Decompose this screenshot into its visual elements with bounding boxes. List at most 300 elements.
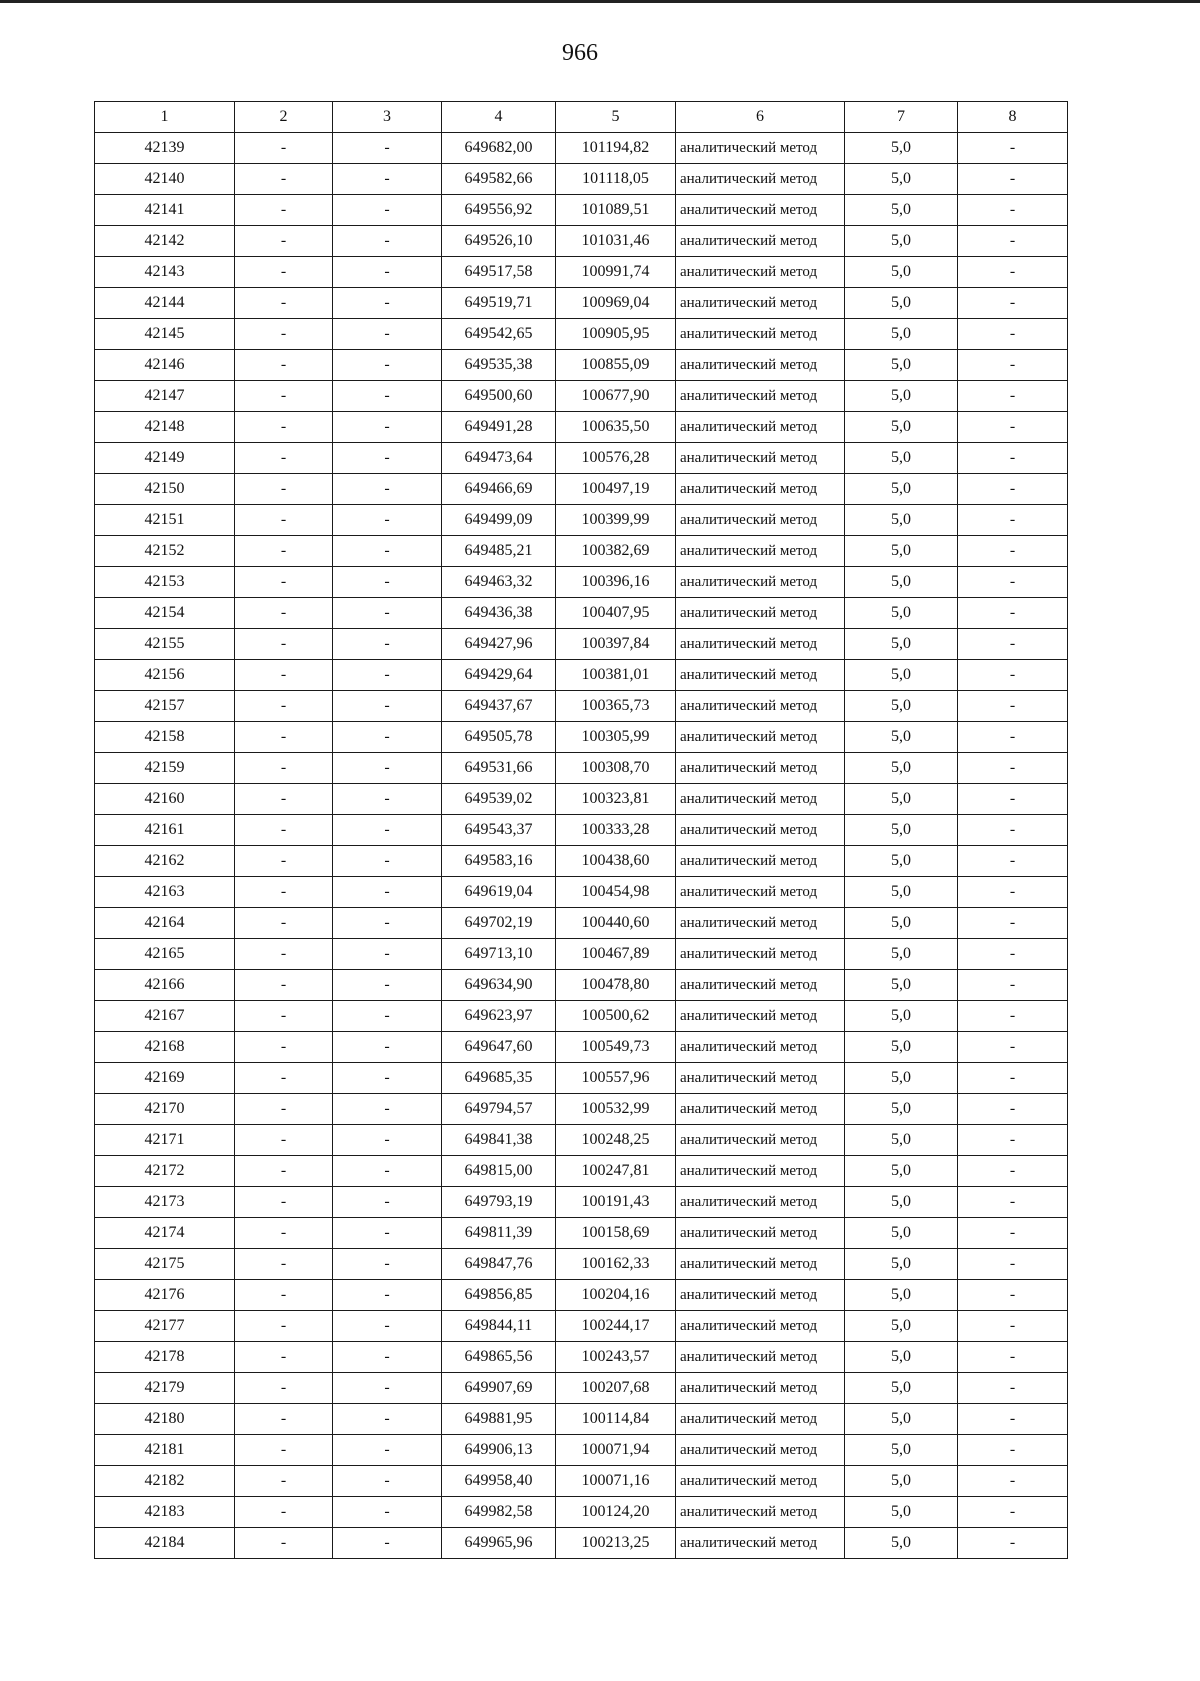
col-3-value-cell: -	[333, 133, 442, 164]
col-2-value-cell: -	[235, 660, 333, 691]
col-3-value-cell: -	[333, 1156, 442, 1187]
table-row	[95, 908, 1068, 939]
table-row	[95, 629, 1068, 660]
accuracy-cell: 5,0	[845, 784, 958, 815]
x-coordinate-cell: 649702,19	[442, 908, 556, 939]
col-8-value-cell: -	[958, 536, 1068, 567]
y-coordinate-cell: 100162,33	[556, 1249, 676, 1280]
accuracy-cell: 5,0	[845, 1280, 958, 1311]
col-3-value-cell: -	[333, 1218, 442, 1249]
accuracy-cell: 5,0	[845, 443, 958, 474]
y-coordinate-cell: 100440,60	[556, 908, 676, 939]
x-coordinate-cell: 649436,38	[442, 598, 556, 629]
col-8-value-cell: -	[958, 908, 1068, 939]
table-row	[95, 846, 1068, 877]
col-8-value-cell: -	[958, 1311, 1068, 1342]
x-coordinate-cell: 649531,66	[442, 753, 556, 784]
x-coordinate-cell: 649500,60	[442, 381, 556, 412]
table-row	[95, 1528, 1068, 1559]
method-cell: аналитический метод	[676, 412, 845, 443]
accuracy-cell: 5,0	[845, 660, 958, 691]
point-number-cell: 42168	[95, 1032, 235, 1063]
point-number-cell: 42163	[95, 877, 235, 908]
method-cell: аналитический метод	[676, 567, 845, 598]
x-coordinate-cell: 649841,38	[442, 1125, 556, 1156]
method-cell: аналитический метод	[676, 226, 845, 257]
point-number-cell: 42148	[95, 412, 235, 443]
col-2-value-cell: -	[235, 1280, 333, 1311]
col-3-value-cell: -	[333, 443, 442, 474]
point-number-cell: 42169	[95, 1063, 235, 1094]
accuracy-cell: 5,0	[845, 1528, 958, 1559]
point-number-cell: 42180	[95, 1404, 235, 1435]
accuracy-cell: 5,0	[845, 350, 958, 381]
table-row	[95, 1249, 1068, 1280]
col-3-value-cell: -	[333, 939, 442, 970]
x-coordinate-cell: 649526,10	[442, 226, 556, 257]
col-2-value-cell: -	[235, 443, 333, 474]
col-2-value-cell: -	[235, 1218, 333, 1249]
method-cell: аналитический метод	[676, 722, 845, 753]
col-8-value-cell: -	[958, 753, 1068, 784]
col-3-value-cell: -	[333, 1497, 442, 1528]
x-coordinate-cell: 649623,97	[442, 1001, 556, 1032]
y-coordinate-cell: 100381,01	[556, 660, 676, 691]
col-8-value-cell: -	[958, 939, 1068, 970]
x-coordinate-cell: 649582,66	[442, 164, 556, 195]
col-8-value-cell: -	[958, 257, 1068, 288]
col-8-value-cell: -	[958, 598, 1068, 629]
table-row	[95, 1342, 1068, 1373]
y-coordinate-cell: 100308,70	[556, 753, 676, 784]
method-cell: аналитический метод	[676, 598, 845, 629]
col-8-value-cell: -	[958, 412, 1068, 443]
accuracy-cell: 5,0	[845, 226, 958, 257]
point-number-cell: 42151	[95, 505, 235, 536]
y-coordinate-cell: 100407,95	[556, 598, 676, 629]
method-cell: аналитический метод	[676, 1032, 845, 1063]
table-row	[95, 691, 1068, 722]
col-2-value-cell: -	[235, 505, 333, 536]
y-coordinate-cell: 101031,46	[556, 226, 676, 257]
method-cell: аналитический метод	[676, 691, 845, 722]
col-3-value-cell: -	[333, 505, 442, 536]
col-2-value-cell: -	[235, 350, 333, 381]
point-number-cell: 42167	[95, 1001, 235, 1032]
accuracy-cell: 5,0	[845, 164, 958, 195]
col-8-value-cell: -	[958, 1280, 1068, 1311]
accuracy-cell: 5,0	[845, 598, 958, 629]
y-coordinate-cell: 100124,20	[556, 1497, 676, 1528]
accuracy-cell: 5,0	[845, 567, 958, 598]
y-coordinate-cell: 100191,43	[556, 1187, 676, 1218]
col-2-value-cell: -	[235, 412, 333, 443]
col-2-value-cell: -	[235, 908, 333, 939]
col-2-value-cell: -	[235, 1311, 333, 1342]
table-row	[95, 319, 1068, 350]
accuracy-cell: 5,0	[845, 257, 958, 288]
col-8-value-cell: -	[958, 1249, 1068, 1280]
table-row	[95, 257, 1068, 288]
accuracy-cell: 5,0	[845, 939, 958, 970]
method-cell: аналитический метод	[676, 1497, 845, 1528]
col-8-value-cell: -	[958, 660, 1068, 691]
point-number-cell: 42182	[95, 1466, 235, 1497]
x-coordinate-cell: 649556,92	[442, 195, 556, 226]
x-coordinate-cell: 649491,28	[442, 412, 556, 443]
table-row	[95, 505, 1068, 536]
col-8-value-cell: -	[958, 319, 1068, 350]
method-cell: аналитический метод	[676, 164, 845, 195]
table-row	[95, 1435, 1068, 1466]
table-row	[95, 1466, 1068, 1497]
col-8-value-cell: -	[958, 722, 1068, 753]
method-cell: аналитический метод	[676, 257, 845, 288]
x-coordinate-cell: 649794,57	[442, 1094, 556, 1125]
x-coordinate-cell: 649647,60	[442, 1032, 556, 1063]
point-number-cell: 42159	[95, 753, 235, 784]
col-8-value-cell: -	[958, 505, 1068, 536]
x-coordinate-cell: 649499,09	[442, 505, 556, 536]
col-3-value-cell: -	[333, 1094, 442, 1125]
col-2-value-cell: -	[235, 164, 333, 195]
col-3-value-cell: -	[333, 412, 442, 443]
col-3-value-cell: -	[333, 1311, 442, 1342]
point-number-cell: 42154	[95, 598, 235, 629]
x-coordinate-cell: 649906,13	[442, 1435, 556, 1466]
table-row	[95, 288, 1068, 319]
accuracy-cell: 5,0	[845, 877, 958, 908]
col-3-value-cell: -	[333, 257, 442, 288]
point-number-cell: 42146	[95, 350, 235, 381]
y-coordinate-cell: 100454,98	[556, 877, 676, 908]
col-2-value-cell: -	[235, 629, 333, 660]
table-row	[95, 970, 1068, 1001]
col-3-value-cell: -	[333, 1125, 442, 1156]
method-cell: аналитический метод	[676, 970, 845, 1001]
accuracy-cell: 5,0	[845, 1063, 958, 1094]
x-coordinate-cell: 649685,35	[442, 1063, 556, 1094]
point-number-cell: 42164	[95, 908, 235, 939]
table-row	[95, 164, 1068, 195]
table-row	[95, 350, 1068, 381]
column-header-2: 2	[235, 102, 333, 133]
accuracy-cell: 5,0	[845, 1311, 958, 1342]
column-header-5: 5	[556, 102, 676, 133]
col-2-value-cell: -	[235, 133, 333, 164]
x-coordinate-cell: 649517,58	[442, 257, 556, 288]
x-coordinate-cell: 649429,64	[442, 660, 556, 691]
y-coordinate-cell: 101089,51	[556, 195, 676, 226]
x-coordinate-cell: 649519,71	[442, 288, 556, 319]
x-coordinate-cell: 649682,00	[442, 133, 556, 164]
col-2-value-cell: -	[235, 598, 333, 629]
method-cell: аналитический метод	[676, 1311, 845, 1342]
point-number-cell: 42184	[95, 1528, 235, 1559]
x-coordinate-cell: 649539,02	[442, 784, 556, 815]
accuracy-cell: 5,0	[845, 1435, 958, 1466]
col-3-value-cell: -	[333, 691, 442, 722]
accuracy-cell: 5,0	[845, 1249, 958, 1280]
accuracy-cell: 5,0	[845, 1001, 958, 1032]
col-8-value-cell: -	[958, 691, 1068, 722]
col-2-value-cell: -	[235, 815, 333, 846]
table-row	[95, 1187, 1068, 1218]
col-2-value-cell: -	[235, 691, 333, 722]
accuracy-cell: 5,0	[845, 1218, 958, 1249]
y-coordinate-cell: 100478,80	[556, 970, 676, 1001]
table-row	[95, 226, 1068, 257]
accuracy-cell: 5,0	[845, 908, 958, 939]
col-8-value-cell: -	[958, 1156, 1068, 1187]
y-coordinate-cell: 101118,05	[556, 164, 676, 195]
col-3-value-cell: -	[333, 846, 442, 877]
col-8-value-cell: -	[958, 629, 1068, 660]
point-number-cell: 42143	[95, 257, 235, 288]
y-coordinate-cell: 100991,74	[556, 257, 676, 288]
col-3-value-cell: -	[333, 195, 442, 226]
table-row	[95, 1311, 1068, 1342]
x-coordinate-cell: 649811,39	[442, 1218, 556, 1249]
col-2-value-cell: -	[235, 1373, 333, 1404]
col-2-value-cell: -	[235, 319, 333, 350]
table-row	[95, 381, 1068, 412]
x-coordinate-cell: 649619,04	[442, 877, 556, 908]
point-number-cell: 42160	[95, 784, 235, 815]
page-number: 966	[562, 40, 598, 66]
col-3-value-cell: -	[333, 1373, 442, 1404]
point-number-cell: 42152	[95, 536, 235, 567]
accuracy-cell: 5,0	[845, 722, 958, 753]
col-8-value-cell: -	[958, 164, 1068, 195]
col-2-value-cell: -	[235, 1466, 333, 1497]
y-coordinate-cell: 100399,99	[556, 505, 676, 536]
method-cell: аналитический метод	[676, 1280, 845, 1311]
table-row	[95, 753, 1068, 784]
method-cell: аналитический метод	[676, 505, 845, 536]
point-number-cell: 42153	[95, 567, 235, 598]
x-coordinate-cell: 649982,58	[442, 1497, 556, 1528]
table-body	[95, 133, 1068, 1559]
method-cell: аналитический метод	[676, 753, 845, 784]
col-8-value-cell: -	[958, 1373, 1068, 1404]
col-3-value-cell: -	[333, 815, 442, 846]
x-coordinate-cell: 649543,37	[442, 815, 556, 846]
y-coordinate-cell: 100071,16	[556, 1466, 676, 1497]
col-3-value-cell: -	[333, 784, 442, 815]
accuracy-cell: 5,0	[845, 133, 958, 164]
y-coordinate-cell: 100158,69	[556, 1218, 676, 1249]
col-2-value-cell: -	[235, 722, 333, 753]
table-row	[95, 1125, 1068, 1156]
col-3-value-cell: -	[333, 1404, 442, 1435]
method-cell: аналитический метод	[676, 660, 845, 691]
table-row	[95, 660, 1068, 691]
col-2-value-cell: -	[235, 939, 333, 970]
method-cell: аналитический метод	[676, 908, 845, 939]
y-coordinate-cell: 100323,81	[556, 784, 676, 815]
y-coordinate-cell: 100114,84	[556, 1404, 676, 1435]
table-row	[95, 1032, 1068, 1063]
col-2-value-cell: -	[235, 1125, 333, 1156]
y-coordinate-cell: 100467,89	[556, 939, 676, 970]
col-8-value-cell: -	[958, 1063, 1068, 1094]
col-8-value-cell: -	[958, 1218, 1068, 1249]
table-row	[95, 877, 1068, 908]
method-cell: аналитический метод	[676, 1125, 845, 1156]
col-3-value-cell: -	[333, 164, 442, 195]
y-coordinate-cell: 100635,50	[556, 412, 676, 443]
point-number-cell: 42179	[95, 1373, 235, 1404]
point-number-cell: 42149	[95, 443, 235, 474]
col-3-value-cell: -	[333, 1435, 442, 1466]
method-cell: аналитический метод	[676, 1063, 845, 1094]
y-coordinate-cell: 100213,25	[556, 1528, 676, 1559]
column-header-1: 1	[95, 102, 235, 133]
method-cell: аналитический метод	[676, 288, 845, 319]
col-3-value-cell: -	[333, 381, 442, 412]
table-row	[95, 598, 1068, 629]
method-cell: аналитический метод	[676, 381, 845, 412]
x-coordinate-cell: 649815,00	[442, 1156, 556, 1187]
x-coordinate-cell: 649437,67	[442, 691, 556, 722]
table-row	[95, 412, 1068, 443]
col-8-value-cell: -	[958, 1187, 1068, 1218]
x-coordinate-cell: 649965,96	[442, 1528, 556, 1559]
point-number-cell: 42156	[95, 660, 235, 691]
table-row	[95, 1094, 1068, 1125]
table-row	[95, 1218, 1068, 1249]
col-2-value-cell: -	[235, 1187, 333, 1218]
point-number-cell: 42173	[95, 1187, 235, 1218]
y-coordinate-cell: 100365,73	[556, 691, 676, 722]
point-number-cell: 42145	[95, 319, 235, 350]
accuracy-cell: 5,0	[845, 1187, 958, 1218]
column-header-4: 4	[442, 102, 556, 133]
col-3-value-cell: -	[333, 660, 442, 691]
point-number-cell: 42175	[95, 1249, 235, 1280]
method-cell: аналитический метод	[676, 1218, 845, 1249]
table-row	[95, 443, 1068, 474]
accuracy-cell: 5,0	[845, 1032, 958, 1063]
method-cell: аналитический метод	[676, 1466, 845, 1497]
point-number-cell: 42183	[95, 1497, 235, 1528]
col-3-value-cell: -	[333, 1063, 442, 1094]
y-coordinate-cell: 100500,62	[556, 1001, 676, 1032]
y-coordinate-cell: 100396,16	[556, 567, 676, 598]
col-8-value-cell: -	[958, 567, 1068, 598]
table-row	[95, 536, 1068, 567]
col-8-value-cell: -	[958, 1404, 1068, 1435]
col-3-value-cell: -	[333, 1249, 442, 1280]
col-2-value-cell: -	[235, 877, 333, 908]
accuracy-cell: 5,0	[845, 195, 958, 226]
col-2-value-cell: -	[235, 846, 333, 877]
x-coordinate-cell: 649847,76	[442, 1249, 556, 1280]
col-8-value-cell: -	[958, 1032, 1068, 1063]
method-cell: аналитический метод	[676, 536, 845, 567]
col-3-value-cell: -	[333, 350, 442, 381]
table-row	[95, 1156, 1068, 1187]
col-8-value-cell: -	[958, 1528, 1068, 1559]
method-cell: аналитический метод	[676, 846, 845, 877]
col-2-value-cell: -	[235, 1001, 333, 1032]
table-row	[95, 567, 1068, 598]
col-8-value-cell: -	[958, 443, 1068, 474]
table-row	[95, 195, 1068, 226]
y-coordinate-cell: 100905,95	[556, 319, 676, 350]
method-cell: аналитический метод	[676, 133, 845, 164]
col-2-value-cell: -	[235, 784, 333, 815]
col-3-value-cell: -	[333, 722, 442, 753]
col-8-value-cell: -	[958, 846, 1068, 877]
method-cell: аналитический метод	[676, 629, 845, 660]
col-3-value-cell: -	[333, 1528, 442, 1559]
table-row	[95, 1497, 1068, 1528]
y-coordinate-cell: 100071,94	[556, 1435, 676, 1466]
x-coordinate-cell: 649865,56	[442, 1342, 556, 1373]
col-3-value-cell: -	[333, 877, 442, 908]
x-coordinate-cell: 649844,11	[442, 1311, 556, 1342]
x-coordinate-cell: 649505,78	[442, 722, 556, 753]
col-2-value-cell: -	[235, 1063, 333, 1094]
accuracy-cell: 5,0	[845, 1156, 958, 1187]
col-8-value-cell: -	[958, 350, 1068, 381]
col-3-value-cell: -	[333, 474, 442, 505]
y-coordinate-cell: 100333,28	[556, 815, 676, 846]
y-coordinate-cell: 100305,99	[556, 722, 676, 753]
method-cell: аналитический метод	[676, 1342, 845, 1373]
col-2-value-cell: -	[235, 195, 333, 226]
accuracy-cell: 5,0	[845, 381, 958, 412]
y-coordinate-cell: 100244,17	[556, 1311, 676, 1342]
col-3-value-cell: -	[333, 753, 442, 784]
col-2-value-cell: -	[235, 288, 333, 319]
accuracy-cell: 5,0	[845, 536, 958, 567]
col-3-value-cell: -	[333, 1342, 442, 1373]
y-coordinate-cell: 100247,81	[556, 1156, 676, 1187]
accuracy-cell: 5,0	[845, 691, 958, 722]
accuracy-cell: 5,0	[845, 629, 958, 660]
col-8-value-cell: -	[958, 1466, 1068, 1497]
accuracy-cell: 5,0	[845, 1497, 958, 1528]
method-cell: аналитический метод	[676, 1094, 845, 1125]
col-2-value-cell: -	[235, 381, 333, 412]
accuracy-cell: 5,0	[845, 474, 958, 505]
column-header-8: 8	[958, 102, 1068, 133]
point-number-cell: 42178	[95, 1342, 235, 1373]
point-number-cell: 42142	[95, 226, 235, 257]
col-8-value-cell: -	[958, 133, 1068, 164]
y-coordinate-cell: 101194,82	[556, 133, 676, 164]
col-2-value-cell: -	[235, 226, 333, 257]
accuracy-cell: 5,0	[845, 970, 958, 1001]
accuracy-cell: 5,0	[845, 1466, 958, 1497]
col-2-value-cell: -	[235, 753, 333, 784]
method-cell: аналитический метод	[676, 815, 845, 846]
col-2-value-cell: -	[235, 1094, 333, 1125]
accuracy-cell: 5,0	[845, 1342, 958, 1373]
accuracy-cell: 5,0	[845, 1125, 958, 1156]
col-3-value-cell: -	[333, 970, 442, 1001]
accuracy-cell: 5,0	[845, 753, 958, 784]
col-8-value-cell: -	[958, 474, 1068, 505]
table-row	[95, 815, 1068, 846]
col-3-value-cell: -	[333, 1001, 442, 1032]
method-cell: аналитический метод	[676, 350, 845, 381]
col-3-value-cell: -	[333, 1187, 442, 1218]
method-cell: аналитический метод	[676, 939, 845, 970]
